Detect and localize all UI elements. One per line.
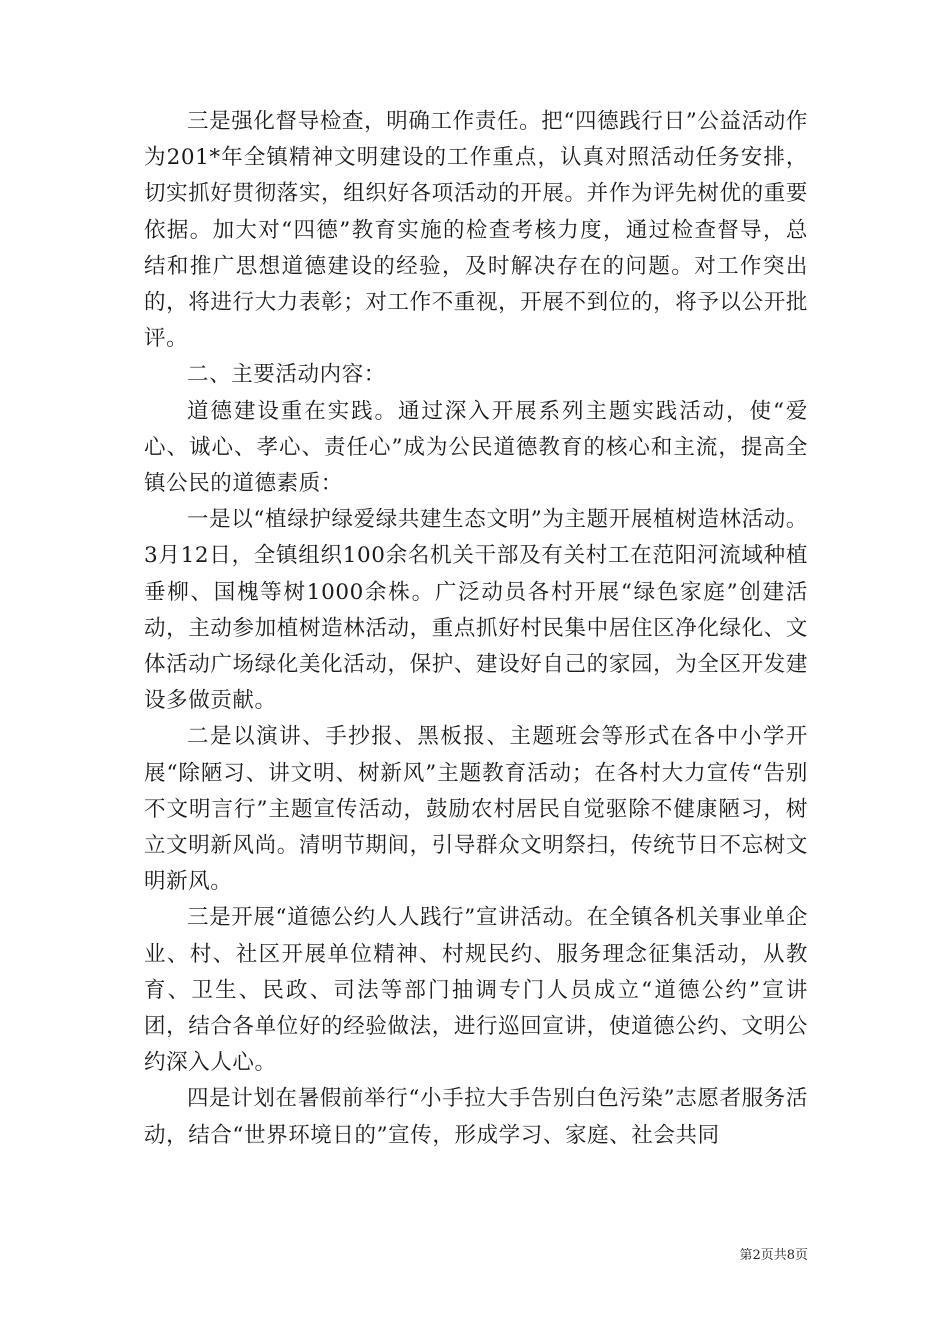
paragraph-moral-practice: 道德建设重在实践。通过深入开展系列主题实践活动，使“爱心、诚心、孝心、责任心”成为公民道德教育的核心和主流，提高全镇公民的道德素质： [144,398,808,497]
paragraph-tree-planting: 一是以“植绿护绿爱绿共建生态文明”为主题开展植树造林活动。3月12日，全镇组织100余名机关干部及有关村工在范阳河流域种植垂柳、国槐等树1000余株。广泛动员各村开展“绿色家庭”创建活动，主动参加植树造林活动，重点抓好村民集中居住区净化绿化、文体活动广场绿化美化活动，保护、建设好自己的家园，为全区开发建设多做贡献。 [144,507,808,714]
paragraph-supervision: 三是强化督导检查，明确工作责任。把“四德践行日”公益活动作为201*年全镇精神文明建设的工作重点，认真对照活动任务安排，切实抓好贯彻落实，组织好各项活动的开展。并作为评先树优的重要依据。加大对“四德”教育实施的检查考核力度，通过检查督导，总结和推广思想道德建设的经验，及时解决存在的问题。对工作突出的，将进行大力表彰；对工作不重视，开展不到位的，将予以公开批评。 [144,109,808,352]
document-body [144,104,808,1154]
paragraph-volunteer-service: 四是计划在暑假前举行“小手拉大手告别白色污染”志愿者服务活动，结合“世界环境日的”宣传，形成学习、家庭、社会共同 [144,1086,808,1148]
section-heading-main-activities: 二、主要活动内容： [187,362,386,388]
paragraph-moral-convention: 三是开展“道德公约人人践行”宣讲活动。在全镇各机关事业单企业、村、社区开展单位精神、村规民约、服务理念征集活动，从教育、卫生、民政、司法等部门抽调专门人员成立“道德公约”宣讲团，结合各单位好的经验做法，进行巡回宣讲，使道德公约、文明公约深入人心。 [144,905,808,1076]
paragraph-school-education: 二是以演讲、手抄报、黑板报、主题班会等形式在各中小学开展“除陋习、讲文明、树新风”主题教育活动；在各村大力宣传“告别不文明言行”主题宣传活动，鼓励农村居民自觉驱除不健康陋习，树立文明新风尚。清明节期间，引导群众文明祭扫，传统节日不忘树文明新风。 [144,724,808,895]
page-number-footer: 第2页共8页 [739,1248,808,1263]
